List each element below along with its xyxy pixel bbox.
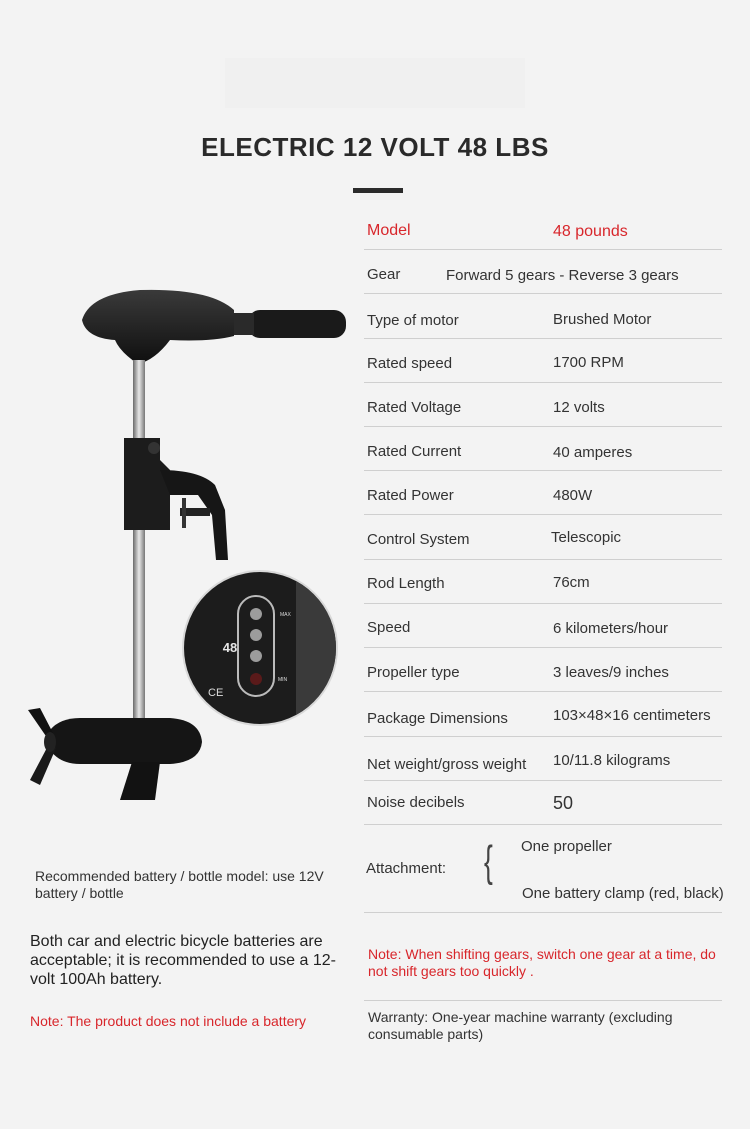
panel-max-label: MAX	[280, 612, 291, 618]
battery-advice-text: Both car and electric bicycle batteries are acceptable; it is recommended to use a 12-volt 100Ah battery.	[30, 933, 336, 988]
divider	[364, 912, 722, 913]
spec-row-propeller-type	[364, 648, 722, 692]
recommended-battery-text: Recommended battery / bottle model: use 12V battery / bottle	[35, 868, 324, 901]
spec-row-speed	[364, 604, 722, 648]
spec-label: Rated Current	[367, 443, 462, 460]
brace-icon: {	[483, 837, 493, 886]
spec-value: 40 amperes	[553, 444, 633, 461]
spec-value: 76cm	[553, 574, 590, 591]
page-title: ELECTRIC 12 VOLT 48 LBS	[201, 132, 549, 162]
control-panel-inset	[180, 568, 340, 728]
spec-row-rated-voltage	[364, 383, 722, 427]
spec-label: Rated speed	[367, 355, 453, 372]
spec-label: Noise decibels	[367, 794, 465, 811]
spec-row-gear	[364, 250, 722, 294]
spec-row-weight	[364, 737, 722, 781]
spec-value: 48 pounds	[553, 223, 628, 240]
spec-row-rated-speed	[364, 339, 722, 383]
spec-row-control-system	[364, 515, 722, 560]
spec-label: Type of motor	[367, 312, 459, 329]
spec-value: 480W	[553, 487, 593, 504]
spec-value: 10/11.8 kilograms	[553, 752, 671, 769]
trolling-motor-image	[20, 280, 350, 810]
spec-label: Model	[367, 222, 411, 239]
spec-row-model	[364, 218, 722, 250]
divider	[364, 1000, 722, 1001]
spec-value: Forward 5 gears - Reverse 3 gears	[446, 267, 679, 284]
spec-value: 103×48×16 centimeters	[553, 707, 711, 724]
battery-not-included-note: Note: The product does not include a battery	[30, 1013, 307, 1029]
ce-mark: CE	[208, 687, 224, 699]
warranty-text: Warranty: One-year machine warranty (excluding consumable parts)	[368, 1009, 673, 1042]
spec-label: Rated Voltage	[367, 399, 462, 416]
spec-label: Gear	[367, 266, 401, 283]
spec-label: Propeller type	[367, 664, 460, 681]
spec-row-rated-current	[364, 427, 722, 471]
spec-row-noise	[364, 781, 722, 825]
spec-value: 6 kilometers/hour	[553, 620, 669, 637]
spec-label: Rod Length	[367, 575, 445, 592]
spec-value: 1700 RPM	[553, 354, 624, 371]
spec-label: Control System	[367, 531, 470, 548]
spec-label: Rated Power	[367, 487, 454, 504]
spec-label: Speed	[367, 619, 411, 636]
panel-min-label: MIN	[278, 677, 288, 683]
spec-value: 12 volts	[553, 399, 605, 416]
spec-row-motor-type	[364, 294, 722, 339]
header-band	[225, 58, 525, 108]
spec-row-package-dimensions	[364, 692, 722, 737]
spec-row-rod-length	[364, 560, 722, 604]
spec-value: Brushed Motor	[553, 311, 652, 328]
spec-row-rated-power	[364, 471, 722, 515]
spec-value: Telescopic	[551, 529, 622, 546]
title-underline	[353, 188, 403, 193]
gear-shift-note: Note: When shifting gears, switch one gear at a time, do not shift gears too quickly .	[368, 946, 716, 979]
panel-rating: 48	[222, 640, 238, 655]
attachment-label: Attachment:	[366, 860, 447, 877]
attachment-item: One battery clamp (red, black)	[522, 885, 724, 902]
spec-label: Package Dimensions	[367, 710, 508, 727]
attachment-item: One propeller	[521, 838, 612, 855]
spec-value: 3 leaves/9 inches	[553, 664, 669, 681]
spec-label: Net weight/gross weight	[367, 756, 527, 773]
spec-value: 50	[553, 793, 574, 813]
